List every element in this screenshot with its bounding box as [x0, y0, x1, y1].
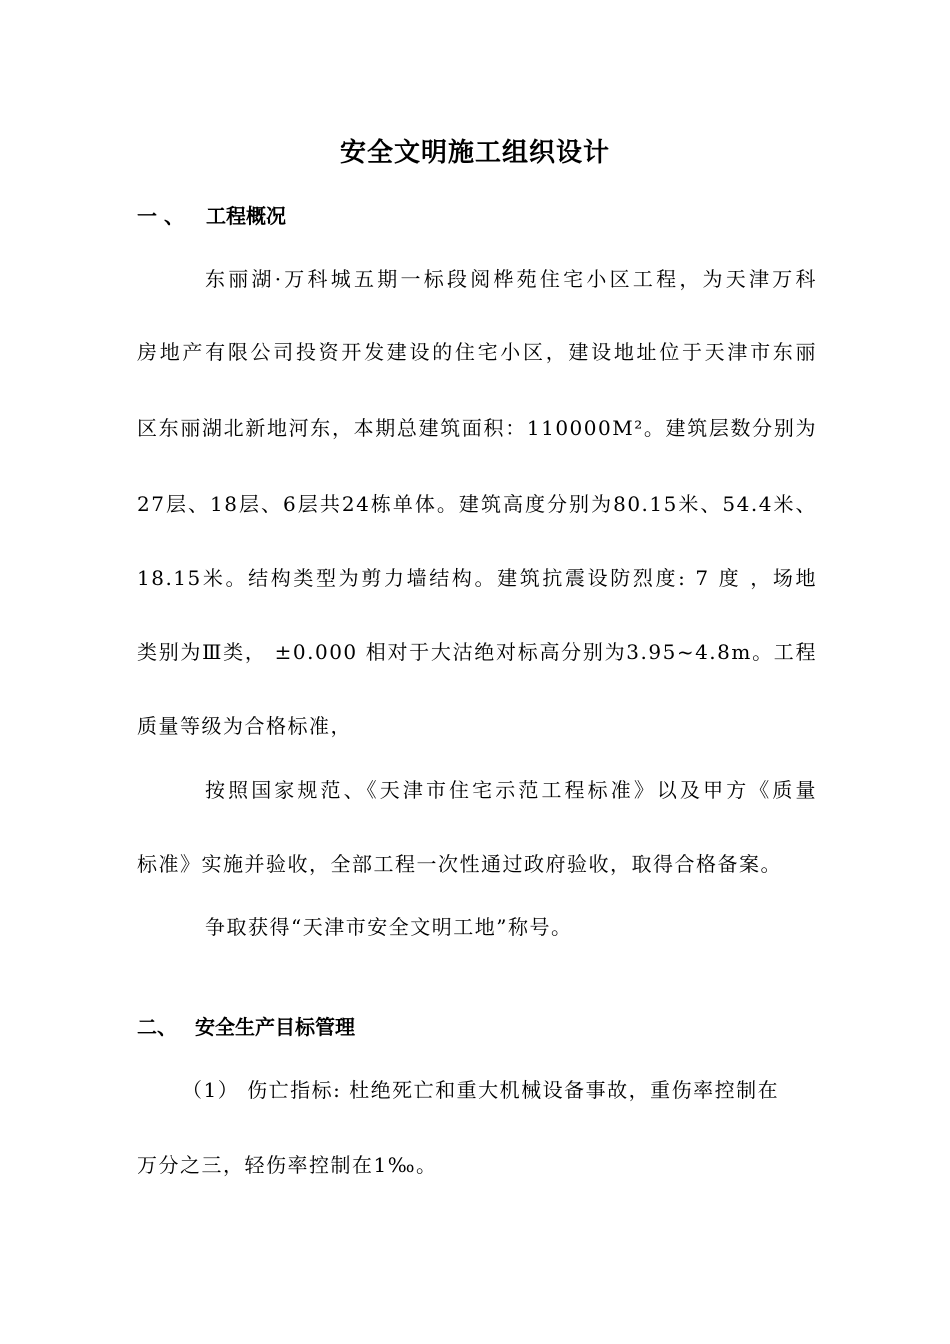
paragraph-line: 东丽湖·万科城五期一标段阅桦苑住宅小区工程，为天津万科: [205, 267, 817, 291]
section-title-1: 工程概况: [205, 204, 286, 228]
section-number-2: 二、: [137, 1015, 177, 1039]
section-number-1: 一 、: [137, 204, 184, 228]
paragraph-line: 房地产有限公司投资开发建设的住宅小区，建设地址位于天津市东丽: [137, 340, 817, 364]
paragraph-line: 类别为Ⅲ类， ±0.000 相对于大沽绝对标高分别为3.95~4.8m。工程: [137, 640, 817, 664]
paragraph-line: （1） 伤亡指标: 杜绝死亡和重大机械设备事故，重伤率控制在: [182, 1078, 780, 1102]
paragraph-line: 按照国家规范、《天津市住宅示范工程标准》以及甲方《质量: [205, 778, 817, 802]
paragraph-line: 27层、18层、6层共24栋单体。建筑高度分别为80.15米、54.4米、: [137, 492, 817, 516]
paragraph-line: 区东丽湖北新地河东，本期总建筑面积：110000M²。建筑层数分别为: [137, 416, 817, 440]
paragraph-line: 质量等级为合格标准，: [137, 714, 352, 738]
paragraph-line: 万分之三，轻伤率控制在1‰。: [137, 1153, 438, 1177]
paragraph-line: 18.15米。结构类型为剪力墙结构。建筑抗震设防烈度: 7 度 ，场地: [137, 566, 817, 590]
section-title-2: 安全生产目标管理: [195, 1015, 355, 1039]
section-heading-2: [137, 1012, 355, 1042]
section-heading-1: [137, 201, 286, 231]
paragraph-line: 标准》实施并验收，全部工程一次性通过政府验收，取得合格备案。: [137, 852, 782, 876]
paragraph-line: 争取获得“天津市安全文明工地”称号。: [205, 915, 573, 939]
document-title: 安全文明施工组织设计: [339, 138, 610, 168]
